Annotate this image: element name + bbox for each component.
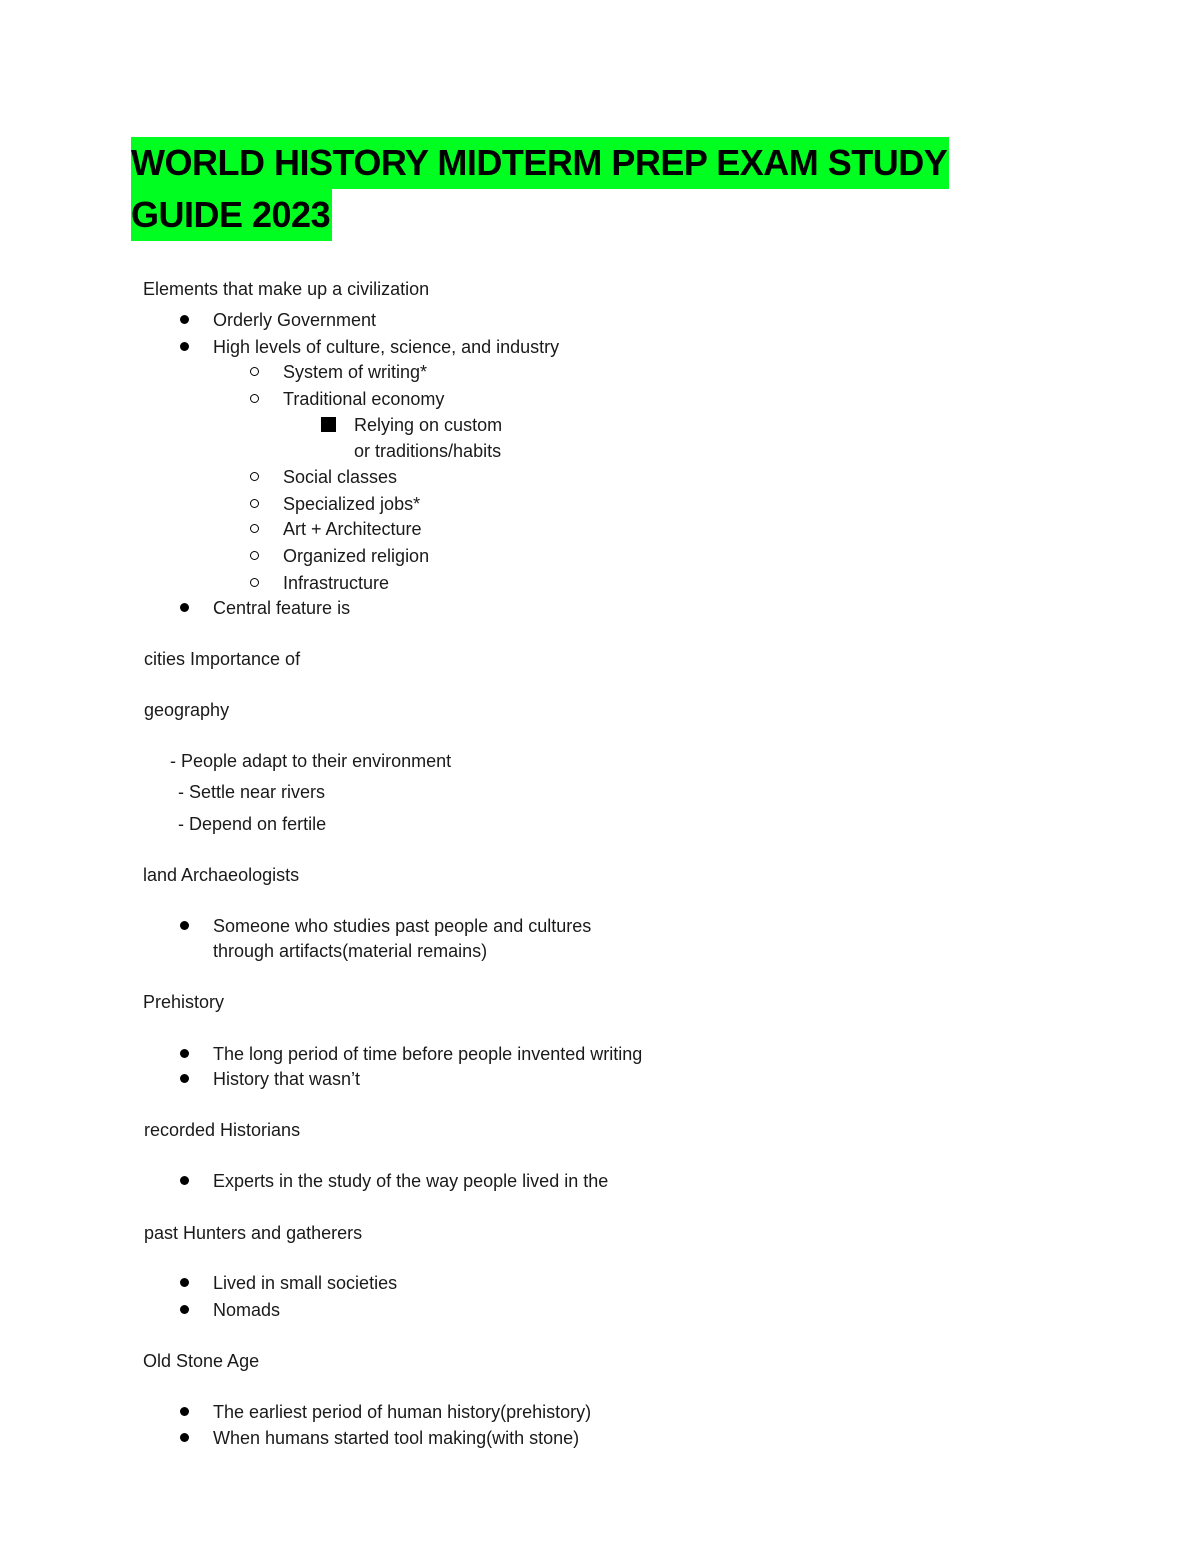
list-item: History that wasn’t	[213, 1069, 361, 1089]
circle-bullet-icon	[250, 394, 259, 403]
paragraph-line: past Hunters and gatherers	[144, 1223, 363, 1243]
list-item: Relying on custom	[354, 415, 503, 435]
title-line-2: GUIDE 2023	[131, 189, 332, 241]
list-item: When humans started tool making(with stone)	[213, 1428, 580, 1448]
bullet-icon	[180, 1305, 189, 1314]
list-item: Art + Architecture	[283, 519, 422, 539]
bullet-icon	[180, 1049, 189, 1058]
list-item: The long period of time before people invented writing	[213, 1044, 643, 1064]
list-item: Nomads	[213, 1300, 281, 1320]
square-bullet-icon	[321, 417, 336, 432]
bullet-icon	[180, 1278, 189, 1287]
circle-bullet-icon	[250, 367, 259, 376]
circle-bullet-icon	[250, 499, 259, 508]
bullet-icon	[180, 342, 189, 351]
bullet-icon	[180, 1176, 189, 1185]
paragraph-line: recorded Historians	[144, 1120, 301, 1140]
list-item: Traditional economy	[283, 389, 445, 409]
list-item: High levels of culture, science, and industry	[213, 337, 560, 357]
bullet-icon	[180, 1407, 189, 1416]
paragraph-line: land Archaeologists	[143, 865, 300, 885]
dash-item: - Depend on fertile	[178, 814, 327, 834]
list-item: Infrastructure	[283, 573, 390, 593]
bullet-icon	[180, 921, 189, 930]
circle-bullet-icon	[250, 524, 259, 533]
circle-bullet-icon	[250, 472, 259, 481]
bullet-icon	[180, 1433, 189, 1442]
section-heading: Prehistory	[143, 992, 225, 1012]
list-item: Organized religion	[283, 546, 430, 566]
list-item: Someone who studies past people and cultures	[213, 916, 592, 936]
list-item: Orderly Government	[213, 310, 377, 330]
list-item: The earliest period of human history(prehistory)	[213, 1402, 592, 1422]
list-item: Experts in the study of the way people lived in the	[213, 1171, 609, 1191]
list-item: Lived in small societies	[213, 1273, 398, 1293]
list-item: Central feature is	[213, 598, 351, 618]
circle-bullet-icon	[250, 551, 259, 560]
document-title	[131, 137, 991, 241]
title-line-1: WORLD HISTORY MIDTERM PREP EXAM STUDY	[131, 137, 949, 189]
dash-item: - Settle near rivers	[178, 782, 326, 802]
dash-item: - People adapt to their environment	[170, 751, 452, 771]
list-item-continuation: through artifacts(material remains)	[213, 941, 488, 961]
paragraph-line: geography	[144, 700, 230, 720]
bullet-icon	[180, 603, 189, 612]
paragraph-line: cities Importance of	[144, 649, 301, 669]
list-item: System of writing*	[283, 362, 428, 382]
bullet-icon	[180, 315, 189, 324]
section-heading: Elements that make up a civilization	[143, 279, 430, 299]
circle-bullet-icon	[250, 578, 259, 587]
list-item: Specialized jobs*	[283, 494, 421, 514]
bullet-icon	[180, 1074, 189, 1083]
list-item: Social classes	[283, 467, 398, 487]
list-item-continuation: or traditions/habits	[354, 441, 502, 461]
section-heading: Old Stone Age	[143, 1351, 260, 1371]
